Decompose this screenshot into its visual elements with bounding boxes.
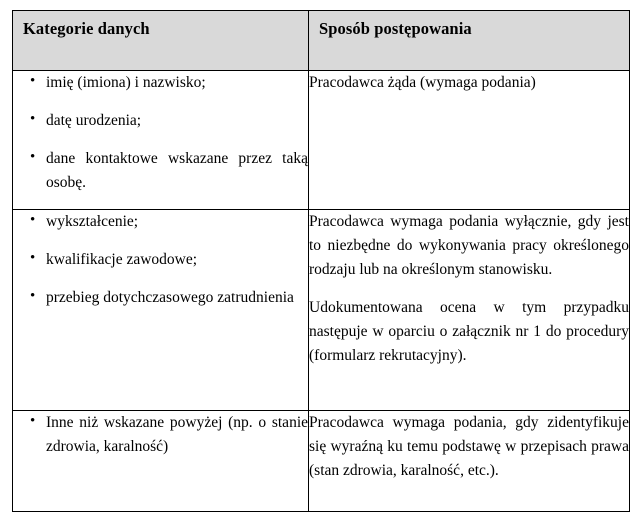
list-item: • datę urodzenia; [13, 109, 308, 133]
data-categories-table [12, 10, 630, 512]
list-item: • wykształcenie; [13, 210, 308, 234]
category-list [13, 210, 308, 310]
category-cell [13, 411, 309, 512]
list-item: • imię (imiona) i nazwisko; [13, 71, 308, 95]
procedure-cell [309, 411, 630, 512]
table-row [13, 71, 630, 210]
category-list [13, 411, 308, 459]
procedure-cell [309, 210, 630, 411]
table-row [13, 210, 630, 411]
procedure-paragraph: Pracodawca wymaga podania wyłącznie, gdy jest to niezbędne do wykonywania pracy określonego rodzaju lub na określonym stanowisku. [309, 213, 629, 279]
category-cell [13, 71, 309, 210]
procedure-paragraph: Udokumentowana ocena w tym przypadku następuje w oparciu o załącznik nr 1 do procedury (formularz rekrutacyjny). [309, 299, 629, 365]
column-header-procedure: Sposób postępowania [309, 11, 630, 71]
category-cell [13, 210, 309, 411]
column-header-categories: Kategorie danych [13, 11, 309, 71]
procedure-cell [309, 71, 630, 210]
list-item: • kwalifikacje zawodowe; [13, 248, 308, 272]
list-item: • Inne niż wskazane powyżej (np. o stanie zdrowia, karalność) [13, 411, 308, 459]
list-item: • przebieg dotychczasowego zatrudnienia [13, 286, 308, 310]
category-list [13, 71, 308, 195]
table-header-row [13, 11, 630, 71]
table-row [13, 411, 630, 512]
procedure-paragraph: Pracodawca żąda (wymaga podania) [309, 74, 536, 91]
procedure-paragraph: Pracodawca wymaga podania, gdy zidentyfikuje się wyraźną ku temu podstawę w przepisach prawa (stan zdrowia, karalność, etc.). [309, 414, 629, 480]
table-header [13, 11, 630, 71]
list-item: • dane kontaktowe wskazane przez taką osobę. [13, 147, 308, 195]
table-body [13, 71, 630, 512]
